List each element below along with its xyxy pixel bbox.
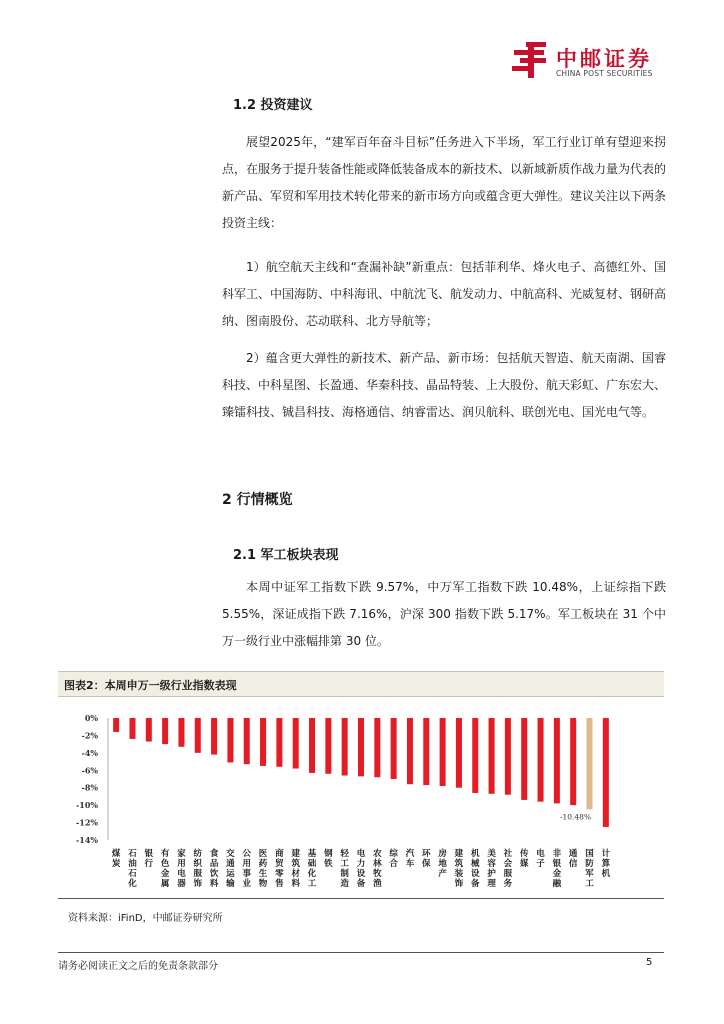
bar-27 xyxy=(554,718,560,803)
category-label-char: 医 xyxy=(258,849,268,859)
category-label-char: 油 xyxy=(128,859,137,869)
category-label-char: 础 xyxy=(307,859,317,869)
category-label-char: 社 xyxy=(503,849,513,859)
category-label-char: 材 xyxy=(291,869,300,879)
bar-19 xyxy=(423,718,429,785)
category-label-char: 交 xyxy=(226,849,235,859)
bar-18 xyxy=(407,718,413,784)
category-label-char: 公 xyxy=(242,849,251,859)
category-label-char: 饰 xyxy=(454,879,464,889)
category-label-char: 物 xyxy=(258,879,268,889)
category-label-char: 械 xyxy=(471,859,480,869)
bar-1 xyxy=(129,718,135,739)
bar-29 xyxy=(587,718,593,809)
bar-7 xyxy=(227,718,233,762)
category-label-char: 产 xyxy=(438,869,447,879)
category-label-char: 钢 xyxy=(324,849,333,859)
category-label-char: 农 xyxy=(373,849,382,859)
section-heading-investment-advice: 1.2 投资建议 xyxy=(233,98,313,113)
category-label-char: 子 xyxy=(536,859,545,869)
category-label-char: 信 xyxy=(568,859,578,869)
sector-performance-paragraph: 本周中证军工指数下跌 9.57%，中万军工指数下跌 10.48%，上证综指下跌 5.55%，深证成指下跌 7.16%，沪深 300 指数下跌 5.17%。军工板块在 31 个中万一级行业中涨幅排第 30 位。 xyxy=(222,580,666,648)
category-label-char: 林 xyxy=(373,859,382,869)
category-label-char: 机 xyxy=(471,849,480,859)
category-label-char: 工 xyxy=(340,859,349,869)
bar-21 xyxy=(456,718,462,788)
industry-index-bar-chart xyxy=(58,700,664,895)
category-label-char: 药 xyxy=(258,859,268,869)
bar-9 xyxy=(260,718,266,766)
bar-5 xyxy=(195,718,201,753)
company-logo xyxy=(512,40,672,82)
footer-rule xyxy=(58,952,664,953)
y-tick-label: -14% xyxy=(75,835,98,845)
category-label-char: 轻 xyxy=(340,849,349,859)
y-tick-label: -6% xyxy=(81,765,98,776)
category-label-char: 国 xyxy=(585,849,594,859)
category-label-char: 生 xyxy=(258,869,268,879)
category-label-char: 饰 xyxy=(193,879,203,889)
category-label-char: 房 xyxy=(438,849,447,859)
category-label-char: 金 xyxy=(160,869,170,879)
category-label-char: 工 xyxy=(585,879,594,889)
bar-14 xyxy=(342,718,348,776)
category-label-char: 行 xyxy=(144,859,154,869)
y-tick-label: -10% xyxy=(75,800,98,811)
category-label-char: 军 xyxy=(585,869,594,879)
logo-mark-icon xyxy=(512,42,552,78)
figure-title: 图表2：本周申万一级行业指数表现 xyxy=(64,679,237,692)
category-label-char: 筑 xyxy=(291,859,300,869)
category-label-char: 汽 xyxy=(405,849,415,859)
category-label-char: 地 xyxy=(438,859,447,869)
bar-3 xyxy=(162,718,168,744)
category-label-char: 工 xyxy=(307,879,317,889)
bar-value-label: -10.48% xyxy=(559,812,592,822)
category-label-char: 饮 xyxy=(209,869,219,879)
category-label-char: 力 xyxy=(356,859,366,869)
category-label-char: 零 xyxy=(275,869,284,879)
category-label-char: 融 xyxy=(552,879,562,889)
category-label-char: 商 xyxy=(275,849,284,859)
bar-26 xyxy=(538,718,544,802)
category-label-char: 料 xyxy=(291,879,300,889)
bar-24 xyxy=(505,718,511,795)
category-label-char: 设 xyxy=(471,869,480,879)
y-tick-label: 0% xyxy=(84,713,98,723)
bar-13 xyxy=(325,718,331,774)
bar-20 xyxy=(440,718,446,786)
bar-25 xyxy=(521,718,527,800)
category-label-char: 务 xyxy=(503,879,513,889)
figure-source: 资料来源：iFinD，中邮证券研究所 xyxy=(68,913,223,924)
category-label-char: 化 xyxy=(128,879,137,889)
bar-2 xyxy=(146,718,152,742)
bar-8 xyxy=(244,718,250,764)
category-label-char: 服 xyxy=(193,869,203,879)
category-label-char: 算 xyxy=(601,859,611,869)
page-number: 5 xyxy=(646,957,653,968)
category-label-char: 计 xyxy=(601,849,611,859)
category-label-char: 金 xyxy=(552,869,562,879)
category-label-char: 贸 xyxy=(275,859,284,869)
category-label-char: 车 xyxy=(405,859,415,869)
category-label-char: 综 xyxy=(389,849,398,859)
category-label-char: 运 xyxy=(226,869,235,879)
category-label-char: 传 xyxy=(519,849,529,859)
category-label-char: 机 xyxy=(601,869,611,879)
category-label-char: 银 xyxy=(144,849,154,859)
category-label-char: 用 xyxy=(242,859,251,869)
figure-bottom-rule xyxy=(58,898,664,899)
category-label-char: 装 xyxy=(454,869,464,879)
category-label-char: 筑 xyxy=(454,859,464,869)
category-label-char: 炭 xyxy=(111,859,121,869)
category-label-char: 色 xyxy=(160,859,170,869)
category-label-char: 食 xyxy=(209,849,219,859)
category-label-char: 保 xyxy=(422,859,431,869)
investment-intro-paragraph: 展望2025年，“建军百年奋斗目标”任务进入下半场，军工行业订单有望迎来拐点，在服务于提升装备性能或降低装备成本的新技术、以新域新质作战力量为代表的新产品、军贸和军用技术转化带来的新市场方向或蕴含更大弹性。建议关注以下两条投资主线： xyxy=(222,135,667,230)
category-label-char: 非 xyxy=(552,849,562,859)
category-label-char: 用 xyxy=(177,859,186,869)
bar-0 xyxy=(113,718,119,732)
category-label-char: 有 xyxy=(160,849,170,859)
bar-22 xyxy=(472,718,478,793)
logo-cn-text: 中邮证券 xyxy=(556,47,652,71)
category-label-char: 环 xyxy=(422,849,431,859)
category-label-char: 输 xyxy=(226,879,235,889)
bar-10 xyxy=(276,718,282,767)
category-label-char: 电 xyxy=(177,869,186,879)
category-label-char: 纺 xyxy=(193,849,203,859)
y-tick-label: -8% xyxy=(81,782,98,793)
category-label-char: 业 xyxy=(242,879,251,889)
section-heading-market-overview: 2 行情概览 xyxy=(222,492,293,508)
category-label-char: 牧 xyxy=(373,869,382,879)
category-label-char: 事 xyxy=(242,869,251,879)
y-tick-label: -12% xyxy=(75,817,98,828)
category-label-char: 备 xyxy=(471,879,480,889)
category-label-char: 器 xyxy=(177,879,186,889)
category-label-char: 容 xyxy=(487,859,496,869)
category-label-char: 通 xyxy=(226,859,235,869)
bar-6 xyxy=(211,718,217,755)
y-tick-label: -4% xyxy=(81,747,98,758)
category-label-char: 售 xyxy=(275,879,284,889)
category-label-char: 家 xyxy=(177,849,186,859)
bar-16 xyxy=(374,718,380,777)
category-label-char: 理 xyxy=(487,879,496,889)
bar-12 xyxy=(309,718,315,773)
category-label-char: 设 xyxy=(356,869,366,879)
category-label-char: 基 xyxy=(307,849,317,859)
category-label-char: 属 xyxy=(160,879,170,889)
investment-mainline-2: 2）蕴含更大弹性的新技术、新产品、新市场：包括航天智造、航天南湖、国睿科技、中科星图、长盈通、华秦科技、晶品特装、上大股份、航天彩虹、广东宏大、臻镭科技、铖昌科技、海格通信、纳睿雷达、润贝航科、联创光电、国光电气等。 xyxy=(222,351,667,419)
category-label-char: 煤 xyxy=(111,849,121,859)
category-label-char: 制 xyxy=(340,869,349,879)
category-label-char: 通 xyxy=(568,849,578,859)
bar-4 xyxy=(178,718,184,747)
bar-28 xyxy=(570,718,576,805)
category-label-char: 电 xyxy=(356,849,366,859)
category-label-char: 银 xyxy=(552,859,562,869)
category-label-char: 铁 xyxy=(324,859,333,869)
footer-disclaimer: 请务必阅读正文之后的免责条款部分 xyxy=(58,961,218,972)
bar-23 xyxy=(489,718,495,794)
category-label-char: 电 xyxy=(536,849,545,859)
category-label-char: 建 xyxy=(454,849,464,859)
investment-mainline-1: 1）航空航天主线和“查漏补缺”新重点：包括菲利华、烽火电子、高德红外、国科军工、中国海防、中科海讯、中航沈飞、航发动力、中航高科、光威复材、钢研高纳、图南股份、芯动联科、北方导航等； xyxy=(222,260,667,328)
category-label-char: 建 xyxy=(291,849,300,859)
category-label-char: 石 xyxy=(128,869,137,879)
category-label-char: 护 xyxy=(487,869,496,879)
bar-17 xyxy=(391,718,397,779)
category-label-char: 防 xyxy=(585,859,594,869)
logo-en-text: CHINA POST SECURITIES xyxy=(556,69,653,78)
bar-30 xyxy=(603,718,609,827)
category-label-char: 服 xyxy=(503,869,513,879)
category-label-char: 石 xyxy=(128,849,137,859)
category-label-char: 渔 xyxy=(373,879,382,889)
category-label-char: 美 xyxy=(487,849,496,859)
category-label-char: 媒 xyxy=(519,859,529,869)
bar-11 xyxy=(293,718,299,769)
category-label-char: 织 xyxy=(193,859,203,869)
category-label-char: 化 xyxy=(307,869,317,879)
figure-title-bar xyxy=(58,671,664,697)
y-tick-label: -2% xyxy=(81,730,98,741)
category-label-char: 合 xyxy=(389,859,398,869)
category-label-char: 会 xyxy=(503,859,513,869)
section-heading-sector-performance: 2.1 军工板块表现 xyxy=(233,548,339,563)
category-label-char: 造 xyxy=(340,879,349,889)
category-label-char: 品 xyxy=(209,859,219,869)
bar-15 xyxy=(358,718,364,776)
category-label-char: 料 xyxy=(209,879,219,889)
category-label-char: 备 xyxy=(356,879,366,889)
